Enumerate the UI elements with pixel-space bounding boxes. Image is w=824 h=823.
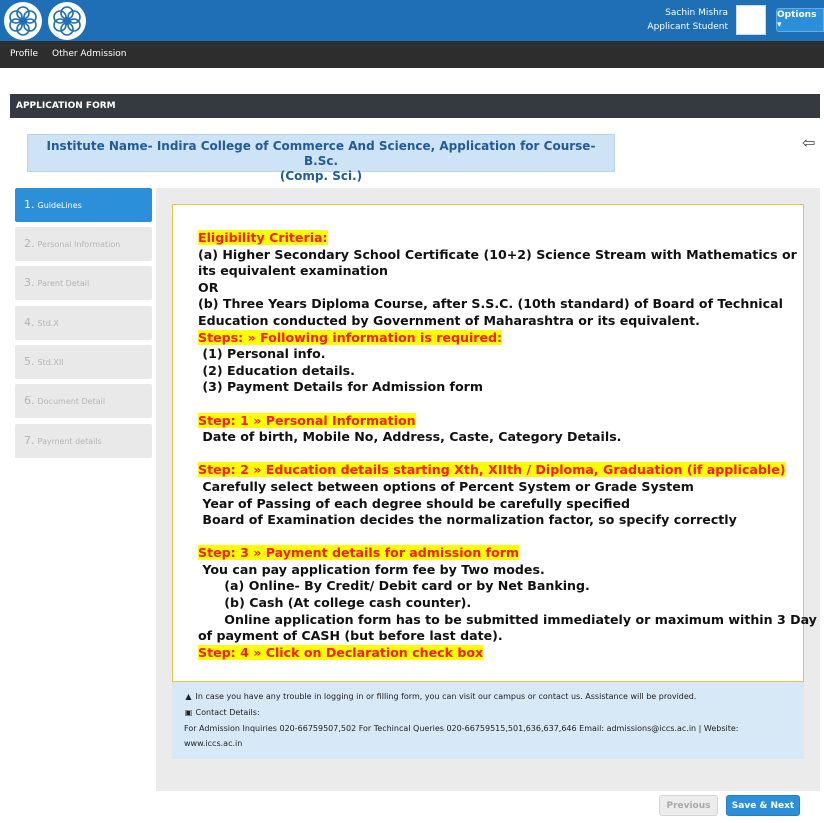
top-bar — [0, 0, 824, 41]
step-parent-detail[interactable] — [15, 266, 152, 300]
step-number: 5. — [24, 355, 35, 368]
step-label: Personal Information — [37, 240, 121, 249]
guideline-text: its equivalent examination — [198, 263, 389, 279]
trouble-text: In case you have any trouble in logging in or filling form, you can visit our campus or contact us. Assistance will be provided. — [195, 692, 697, 701]
step-number: 7. — [24, 434, 35, 447]
guideline-text: (2) Education details. — [198, 362, 355, 378]
contact-line: For Admission Inquiries 020-66759507,502 For Techincal Queries 020-66759515,501,636,637,646 Email: admissions@iccs.ac.in | Website: — [184, 723, 739, 733]
nav-item-other-admission[interactable]: Other Admission — [52, 49, 127, 59]
back-arrow-icon[interactable]: ⇦ — [802, 133, 816, 152]
nav-bar — [0, 41, 824, 68]
step-number: 6. — [24, 394, 35, 407]
step-guidelines[interactable] — [15, 188, 152, 222]
guideline-text: Education conducted by Government of Maharashtra or its equivalent. — [198, 312, 700, 328]
step3-heading: Step: 3 » Payment details for admission form — [198, 545, 520, 561]
guideline-text: Date of birth, Mobile No, Address, Caste, Category Details. — [198, 429, 622, 445]
guideline-text: Carefully select between options of Percent System or Grade System — [198, 478, 694, 494]
step-payment-details[interactable] — [15, 424, 152, 458]
logo-icon — [48, 2, 86, 40]
step4-heading: Step: 4 » Click on Declaration check box — [198, 644, 484, 660]
avatar[interactable] — [736, 5, 766, 35]
logo-icon — [4, 2, 42, 40]
institute-banner — [27, 134, 615, 183]
steps-heading: Steps: » Following information is required: — [198, 329, 503, 345]
guideline-text: Board of Examination decides the normalization factor, so specify correctly — [198, 512, 737, 528]
step-number: 4. — [24, 316, 35, 329]
user-info — [647, 6, 728, 34]
guideline-text: (b) Cash (At college cash counter). — [198, 595, 472, 611]
step-document-detail[interactable] — [15, 384, 152, 418]
guideline-text: (3) Payment Details for Admission form — [198, 379, 484, 395]
previous-button[interactable]: Previous — [659, 795, 718, 816]
step-label: Parent Detail — [37, 279, 90, 288]
form-title: APPLICATION FORM — [10, 94, 820, 118]
guideline-text: Online application form has to be submitted immediately or maximum within 3 Day — [198, 611, 817, 627]
guideline-text: (a) Online- By Credit/ Debit card or by Net Banking. — [198, 578, 590, 594]
step-std-x[interactable] — [15, 306, 152, 340]
contact-label: Contact Details: — [195, 707, 260, 717]
save-next-button[interactable]: Save & Next — [726, 795, 800, 816]
options-button[interactable]: Options ▾ — [776, 8, 824, 32]
guideline-text: (a) Higher Secondary School Certificate (10+2) Science Stream with Mathematics or — [198, 246, 797, 262]
step-label: Payment details — [37, 437, 102, 446]
step-number: 2. — [24, 237, 35, 250]
contact-card-icon: ▣ — [184, 707, 193, 717]
guidelines-box — [172, 204, 817, 682]
institute-line-1: Institute Name- Indira College of Commerce And Science, Application for Course- B.Sc. — [46, 139, 596, 168]
warning-icon: ▲ — [185, 692, 192, 701]
step-label: GuideLines — [37, 201, 82, 210]
step-label: Document Detail — [37, 397, 106, 406]
guideline-text: Year of Passing of each degree should be carefully specified — [198, 495, 631, 511]
guideline-text: of payment of CASH (but before last date). — [198, 628, 503, 644]
guideline-text: (b) Three Years Diploma Course, after S.S.C. (10th standard) of Board of Technical — [198, 296, 783, 312]
user-name: Sachin Mishra — [665, 8, 728, 18]
step1-heading: Step: 1 » Personal Information — [198, 412, 416, 428]
guideline-text: OR — [198, 279, 219, 295]
user-role: Applicant Student — [647, 22, 728, 32]
step-personal-information[interactable] — [15, 227, 152, 261]
guideline-text: (1) Personal info. — [198, 346, 326, 362]
institute-line-2: (Comp. Sci.) — [279, 169, 363, 183]
eligibility-heading: Eligibility Criteria: — [198, 230, 328, 245]
step-number: 1. — [24, 198, 35, 211]
step-label: Std.XII — [37, 358, 64, 367]
website-link[interactable]: www.iccs.ac.in — [184, 739, 243, 749]
nav-item-profile[interactable]: Profile — [10, 49, 38, 59]
step2-heading: Step: 2 » Education details starting Xth, XIIth / Diploma, Graduation (if applicable) — [198, 462, 786, 478]
guideline-text: You can pay application form fee by Two modes. — [198, 561, 545, 577]
contact-info-box — [172, 682, 804, 759]
step-label: Std.X — [37, 319, 59, 328]
step-std-xii[interactable] — [15, 345, 152, 379]
step-number: 3. — [24, 276, 35, 289]
